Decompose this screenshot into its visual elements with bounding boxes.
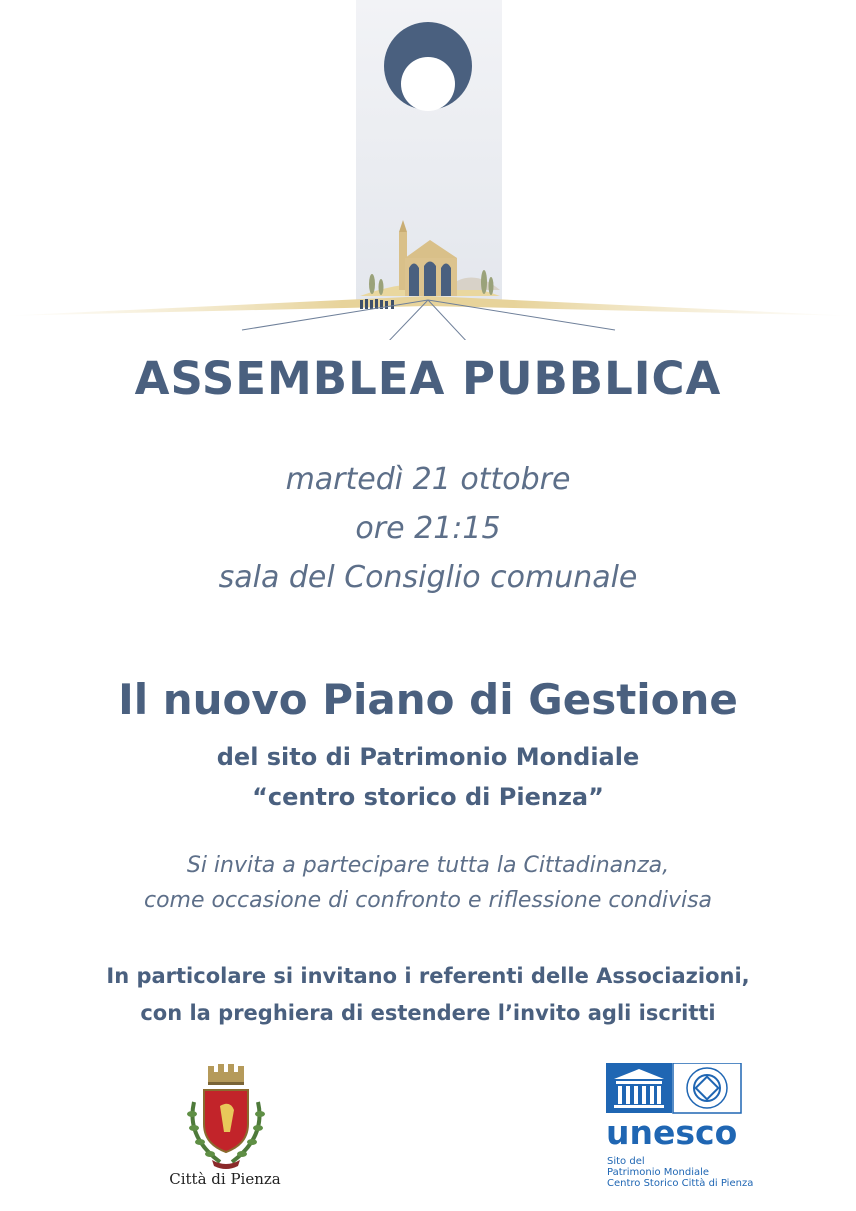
associations-text xyxy=(0,958,856,1032)
associations-line-2: con la preghiera di estendere l’invito agli iscritti xyxy=(140,1001,716,1025)
event-details xyxy=(0,455,856,602)
hero-illustration xyxy=(0,0,856,340)
unesco-line-2: Patrimonio Mondiale xyxy=(607,1167,710,1178)
event-time: ore 21:15 xyxy=(355,511,501,546)
plan-headline: Il nuovo Piano di Gestione xyxy=(118,675,738,724)
horizon-ground xyxy=(0,296,856,316)
unesco-site-description xyxy=(607,1156,753,1189)
plan-line-2: “centro storico di Pienza” xyxy=(252,783,604,811)
event-place: sala del Consiglio comunale xyxy=(218,560,638,595)
unesco-logo-icon xyxy=(606,1063,742,1115)
unesco-wordmark: unesco xyxy=(606,1113,738,1152)
unesco-line-3: Centro Storico Città di Pienza xyxy=(607,1178,754,1189)
pienza-coat-of-arms-icon xyxy=(180,1062,272,1174)
invite-line-1: Si invita a partecipare tutta la Cittadinanza, xyxy=(186,853,670,878)
plan-line-1: del sito di Patrimonio Mondiale xyxy=(216,743,640,771)
event-date: martedì 21 ottobre xyxy=(285,462,571,497)
unesco-line-1: Sito del xyxy=(607,1156,645,1167)
plan-subtitle xyxy=(0,737,856,817)
invite-text xyxy=(0,848,856,918)
invite-line-2: come occasione di confronto e riflessione condivisa xyxy=(143,888,713,913)
associations-line-1: In particolare si invitano i referenti delle Associazioni, xyxy=(106,964,750,988)
municipality-label: Città di Pienza xyxy=(169,1170,281,1188)
page-title: ASSEMBLEA PUBBLICA xyxy=(134,352,722,405)
